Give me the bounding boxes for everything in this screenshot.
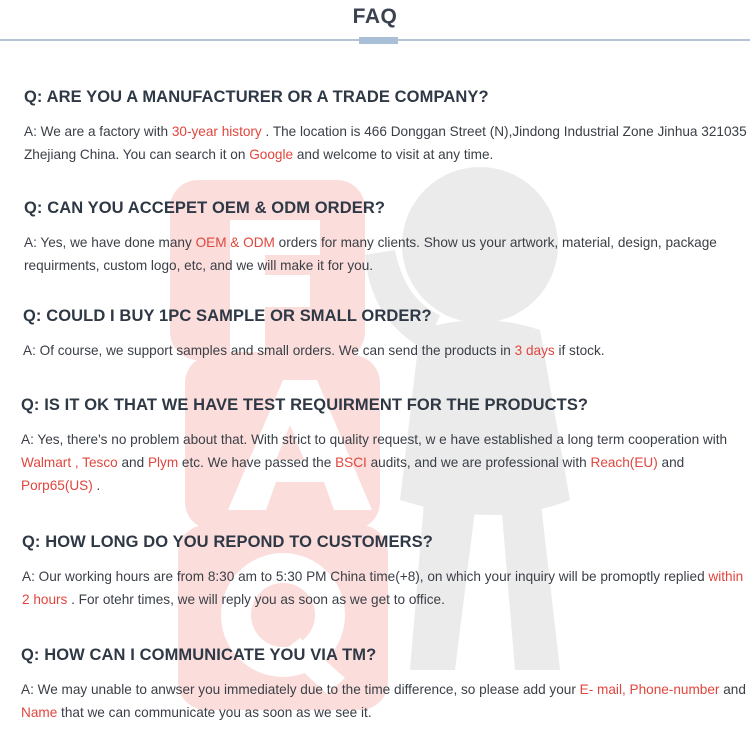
answer-text: if stock.: [554, 343, 605, 358]
faq-item: [21, 646, 750, 724]
answer-text: and welcome to visit at any time.: [293, 147, 494, 162]
answer-text: .: [92, 478, 101, 493]
faq-answer: [21, 428, 750, 497]
answer-text: . For otehr times, we will reply you as soon as we get to office.: [67, 592, 445, 607]
highlighted-text: Reach(EU): [590, 455, 658, 470]
faq-item: [22, 533, 750, 611]
answer-text: audits, and we are professional with: [366, 455, 591, 470]
answer-text: and: [719, 682, 746, 697]
highlighted-text: Plym: [147, 455, 179, 470]
highlighted-text: Porp65(US): [21, 478, 93, 493]
highlighted-text: E- mail, Phone-number: [579, 682, 720, 697]
faq-question: Q: ARE YOU A MANUFACTURER OR A TRADE COMPANY?: [24, 88, 489, 106]
answer-text: etc. We have passed the: [178, 455, 336, 470]
faq-item: [24, 88, 750, 166]
highlighted-text: Google: [249, 147, 294, 162]
highlighted-text: OEM & ODM: [195, 235, 275, 250]
answer-text: and: [657, 455, 685, 470]
highlighted-text: 3 days: [514, 343, 555, 358]
answer-text: A: We are a factory with: [24, 124, 172, 139]
faq-answer: [24, 120, 750, 166]
faq-answer: [23, 339, 750, 362]
page-title: FAQ: [352, 5, 398, 28]
answer-text: that we can communicate you as soon as we see it.: [57, 705, 372, 720]
highlighted-text: Walmart , Tesco: [21, 455, 118, 470]
faq-question: Q: HOW CAN I COMMUNICATE YOU VIA TM?: [21, 646, 377, 664]
faq-item: [21, 396, 750, 497]
highlighted-text: BSCI: [335, 455, 367, 470]
faq-item: [24, 199, 750, 277]
faq-question: Q: IS IT OK THAT WE HAVE TEST REQUIRMENT FOR THE PRODUCTS?: [21, 396, 589, 414]
highlighted-text: Name: [21, 705, 58, 720]
answer-text: . The location is 466 Donggan Street (N),Jindong Industrial Zone Jinhua 321035 Zhejiang China. You can search it on: [24, 124, 747, 162]
answer-text: A: We may unable to anwser you immediately due to the time difference, so please add your: [21, 682, 580, 697]
faq-answer: [21, 678, 750, 724]
faq-question: Q: HOW LONG DO YOU REPOND TO CUSTOMERS?: [22, 533, 433, 551]
highlighted-text: 30-year history: [171, 124, 262, 139]
faq-question: Q: CAN YOU ACCEPET OEM & ODM ORDER?: [24, 199, 386, 217]
faq-item: [23, 307, 750, 362]
answer-text: A: Our working hours are from 8:30 am to 5:30 PM China time(+8), on which your inquiry will be promoptly replied: [22, 569, 709, 584]
answer-text: and: [117, 455, 148, 470]
answer-text: orders for many clients. Show us your artwork, material, design, package requirments, custom logo, etc, and we will make it for you.: [24, 235, 717, 273]
faq-question: Q: COULD I BUY 1PC SAMPLE OR SMALL ORDER?: [23, 307, 432, 325]
answer-text: A: Of course, we support samples and small orders. We can send the products in: [23, 343, 515, 358]
answer-text: A: Yes, there's no problem about that. With strict to quality request, w e have established a long term cooperation with: [21, 432, 728, 447]
answer-text: A: Yes, we have done many: [24, 235, 196, 250]
faq-answer: [24, 231, 750, 277]
faq-answer: [22, 565, 750, 611]
highlighted-text: within 2 hours: [22, 569, 744, 607]
